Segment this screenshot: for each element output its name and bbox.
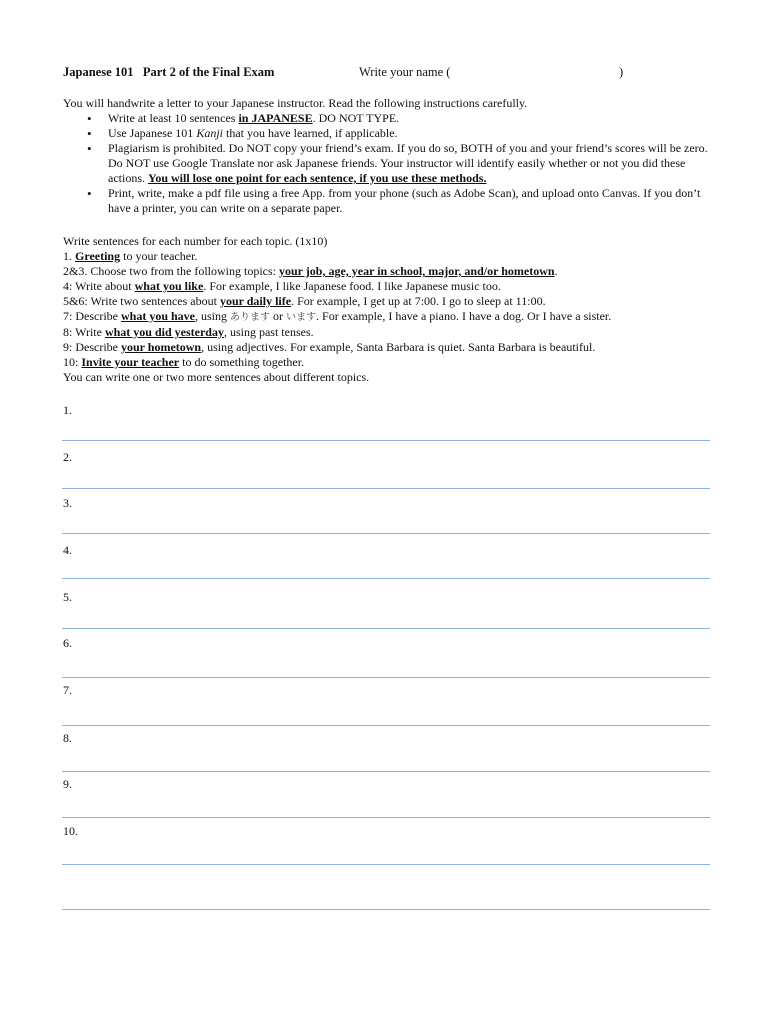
line-number: 10. (63, 824, 78, 838)
writing-rule (62, 864, 710, 865)
writing-rule (62, 817, 710, 818)
topic-emphasis: Greeting (75, 249, 121, 263)
rule-emphasis: in JAPANESE (238, 111, 313, 125)
rule-text: Use Japanese 101 (108, 126, 197, 140)
rule-emphasis: You will lose one point for each sentence, if you use these methods. (148, 171, 487, 185)
japanese-word: います (286, 312, 317, 323)
topic-text: , using past tenses. (223, 325, 314, 339)
topic-text: to your teacher. (120, 249, 198, 263)
rule-text: Write at least 10 sentences (108, 111, 239, 125)
rule-text: Print, write, make a pdf file using a free App. from your phone (such as Adobe Scan), and upload onto Canvas. If you don’t have a printer, you can write on a separate paper. (108, 186, 701, 215)
line-number: 5. (63, 590, 72, 604)
topic-emphasis: your daily life (219, 294, 292, 308)
answer-lines (62, 0, 710, 1024)
topic-text: . For example, I like Japanese food. I like Japanese music too. (203, 279, 501, 293)
topic-emphasis: your hometown (120, 340, 202, 354)
topic-text: . For example, I get up at 7:00. I go to sleep at 11:00. (291, 294, 546, 308)
rule-text: Plagiarism is prohibited. Do NOT copy your friend’s exam. If you do so, BOTH of you and your friend’s scores will be zero. Do NOT use Google Translate nor ask Japanese friends. Your instructor will identify easily whether or not you did these actions. (108, 141, 708, 185)
writing-rule (62, 533, 710, 534)
topics-footer: You can write one or two more sentences about different topics. (63, 370, 370, 384)
name-label: Write your name ( (359, 65, 451, 79)
topic-emphasis: what you have (120, 309, 195, 323)
writing-rule (62, 578, 710, 579)
topic-text: . (554, 264, 558, 278)
writing-rule (62, 628, 710, 629)
topic-emphasis: your job, age, year in school, major, and/or hometown (278, 264, 555, 278)
topic-text: 10: (63, 355, 82, 369)
topic-text: 2&3. Choose two from the following topics: (63, 264, 279, 278)
line-number: 1. (63, 403, 72, 417)
writing-rule (62, 909, 710, 910)
topic-emphasis: what you did yesterday (104, 325, 224, 339)
exam-title: Japanese 101 Part 2 of the Final Exam (63, 65, 275, 79)
line-number: 6. (63, 636, 72, 650)
topics-heading: Write sentences for each number for each topic. (1x10) (63, 234, 328, 248)
topic-text: , using adjectives. For example, Santa Barbara is quiet. Santa Barbara is beautiful. (201, 340, 596, 354)
topic-text: 1. (63, 249, 75, 263)
line-number: 8. (63, 731, 72, 745)
line-number: 7. (63, 683, 72, 697)
topic-text: 8: Write (63, 325, 105, 339)
topic-text: 5&6: Write two sentences about (63, 294, 220, 308)
writing-rule (62, 677, 710, 678)
writing-rule (62, 771, 710, 772)
intro-text: You will handwrite a letter to your Japanese instructor. Read the following instructions carefully. (63, 96, 528, 110)
line-number: 4. (63, 543, 72, 557)
topic-text: 4: Write about (63, 279, 135, 293)
name-close-paren: ) (619, 65, 624, 79)
topic-text: . For example, I have a piano. I have a dog. Or I have a sister. (316, 309, 612, 323)
topic-text: 7: Describe (63, 309, 121, 323)
rule-text: . DO NOT TYPE. (312, 111, 400, 125)
topic-emphasis: what you like (134, 279, 204, 293)
topic-text: , using (195, 309, 231, 323)
writing-rule (62, 440, 710, 441)
rule-text: that you have learned, if applicable. (222, 126, 398, 140)
writing-rule (62, 725, 710, 726)
topic-emphasis: Invite your teacher (81, 355, 180, 369)
writing-rule (62, 488, 710, 489)
topic-text: 9: Describe (63, 340, 121, 354)
line-number: 9. (63, 777, 72, 791)
line-number: 2. (63, 450, 72, 464)
japanese-word: あります (230, 312, 271, 323)
rule-emphasis: Kanji (196, 126, 223, 140)
topic-text: or (270, 309, 287, 323)
topic-text: to do something together. (179, 355, 305, 369)
line-number: 3. (63, 496, 72, 510)
